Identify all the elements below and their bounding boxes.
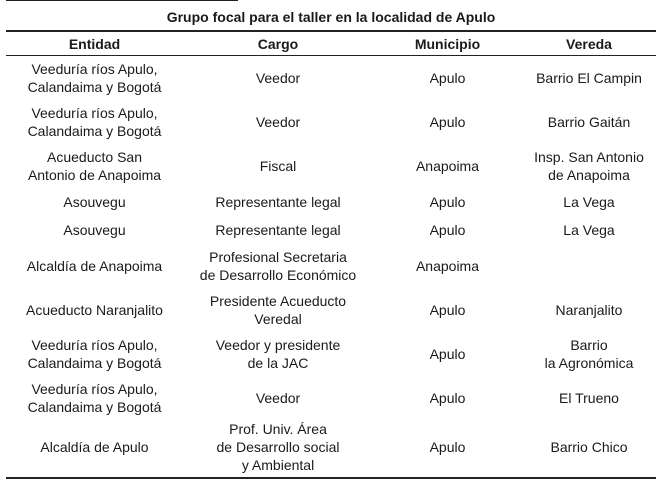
cell-entidad-line: Alcaldía de Anapoima: [26, 258, 163, 274]
cell-cargo-line: de Desarrollo Económico: [199, 267, 357, 283]
cell-entidad-line: Alcaldía de Apulo: [40, 439, 149, 455]
cell-cargo: [183, 288, 373, 332]
bottom-rule: [6, 477, 656, 479]
cell-entidad-line: Calandaima y Bogotá: [27, 123, 162, 139]
cell-cargo-line: Presidente Acueducto: [209, 293, 347, 309]
cell-vereda-line: Naranjalito: [555, 302, 623, 318]
cell-entidad: [6, 288, 183, 332]
cell-vereda: [522, 56, 656, 100]
cell-entidad: [6, 56, 183, 100]
cell-entidad-line: Veeduría ríos Apulo,: [31, 381, 158, 397]
cell-vereda-line: la Agronómica: [544, 355, 634, 371]
table-row: [6, 376, 656, 420]
header-municipio: Municipio: [414, 36, 481, 52]
cell-entidad-line: Calandaima y Bogotá: [27, 355, 162, 371]
table-row: [6, 244, 656, 288]
cell-vereda: [522, 244, 656, 288]
cell-entidad: [6, 216, 183, 244]
cell-vereda-line: Insp. San Antonio: [534, 149, 644, 165]
cell-entidad-line: Calandaima y Bogotá: [27, 79, 162, 95]
cell-cargo: [183, 100, 373, 144]
cell-entidad: [6, 144, 183, 188]
cell-cargo: [183, 332, 373, 376]
table-row: [6, 56, 656, 100]
cell-entidad: [6, 376, 183, 420]
cell-municipio: Apulo: [429, 222, 466, 238]
cell-vereda-line: La Vega: [563, 194, 615, 210]
cell-cargo: [183, 56, 373, 100]
cell-municipio: Apulo: [429, 70, 466, 86]
cell-cargo: [183, 420, 373, 474]
cell-entidad-line: Asouvegu: [63, 222, 126, 238]
cell-vereda-line: La Vega: [563, 222, 615, 238]
cell-entidad-line: Acueducto San: [47, 149, 142, 165]
cell-municipio: Apulo: [429, 302, 466, 318]
cell-entidad-line: Acueducto Naranjalito: [26, 302, 163, 318]
cell-entidad: [6, 188, 183, 216]
cell-municipio: Apulo: [429, 114, 466, 130]
cell-cargo-line: Representante legal: [215, 222, 341, 238]
header-row: [6, 32, 656, 56]
cell-entidad: [6, 332, 183, 376]
table-row: [6, 332, 656, 376]
cell-cargo-line: Veredal: [254, 311, 302, 327]
cell-cargo: [183, 188, 373, 216]
table-body: [6, 56, 656, 474]
cell-vereda-line: Barrio El Campin: [536, 70, 642, 86]
cell-municipio: Apulo: [429, 390, 466, 406]
cell-entidad-line: Antonio de Anapoima: [27, 167, 162, 183]
cell-cargo-line: Fiscal: [259, 158, 297, 174]
table-row: [6, 188, 656, 216]
cell-vereda-line: de Anapoima: [548, 167, 630, 183]
cell-entidad-line: Calandaima y Bogotá: [27, 399, 162, 415]
cell-vereda-line: Barrio Chico: [550, 439, 628, 455]
cell-cargo-line: y Ambiental: [241, 457, 315, 473]
cell-municipio: Apulo: [429, 194, 466, 210]
top-rule: [6, 0, 238, 1]
cell-cargo-line: de la JAC: [247, 355, 309, 371]
cell-vereda: [522, 420, 656, 474]
cell-entidad-line: Veeduría ríos Apulo,: [31, 105, 158, 121]
cell-cargo: [183, 216, 373, 244]
cell-vereda: [522, 288, 656, 332]
cell-vereda-line: Barrio: [570, 337, 608, 353]
cell-vereda: [522, 188, 656, 216]
cell-municipio: Anapoima: [415, 158, 480, 174]
table-row: [6, 288, 656, 332]
cell-cargo-line: Prof. Univ. Área: [229, 421, 327, 437]
cell-entidad: [6, 420, 183, 474]
cell-cargo-line: Veedor: [255, 70, 301, 86]
cell-entidad-line: Asouvegu: [63, 194, 126, 210]
cell-cargo-line: Veedor: [255, 114, 301, 130]
header-rule: [6, 55, 656, 56]
cell-municipio: Apulo: [429, 439, 466, 455]
focus-group-table: [6, 32, 656, 474]
table-row: [6, 144, 656, 188]
cell-entidad: [6, 100, 183, 144]
cell-cargo-line: Veedor y presidente: [215, 337, 341, 353]
cell-cargo-line: de Desarrollo social: [216, 439, 340, 455]
cell-vereda: [522, 332, 656, 376]
cell-municipio: Apulo: [429, 346, 466, 362]
cell-cargo-line: Profesional Secretaria: [209, 249, 347, 265]
cell-vereda: [522, 100, 656, 144]
cell-cargo: [183, 244, 373, 288]
table-row: [6, 100, 656, 144]
cell-vereda: [522, 216, 656, 244]
cell-vereda-line: El Trueno: [559, 390, 619, 406]
cell-vereda: [522, 376, 656, 420]
cell-entidad-line: Veeduría ríos Apulo,: [31, 61, 158, 77]
cell-cargo-line: Representante legal: [215, 194, 341, 210]
header-cargo: Cargo: [257, 36, 299, 52]
header-vereda: Vereda: [566, 36, 612, 52]
cell-entidad: [6, 244, 183, 288]
header-entidad: Entidad: [68, 36, 121, 52]
table-title: Grupo focal para el taller en la localidad de Apulo: [166, 9, 496, 25]
cell-cargo-line: Veedor: [255, 390, 301, 406]
table-row: [6, 216, 656, 244]
cell-vereda-line: Barrio Gaitán: [547, 114, 631, 130]
table-row: [6, 420, 656, 474]
cell-municipio: Anapoima: [415, 258, 480, 274]
cell-cargo: [183, 376, 373, 420]
cell-cargo: [183, 144, 373, 188]
cell-entidad-line: Veeduría ríos Apulo,: [31, 337, 158, 353]
cell-vereda: [522, 144, 656, 188]
